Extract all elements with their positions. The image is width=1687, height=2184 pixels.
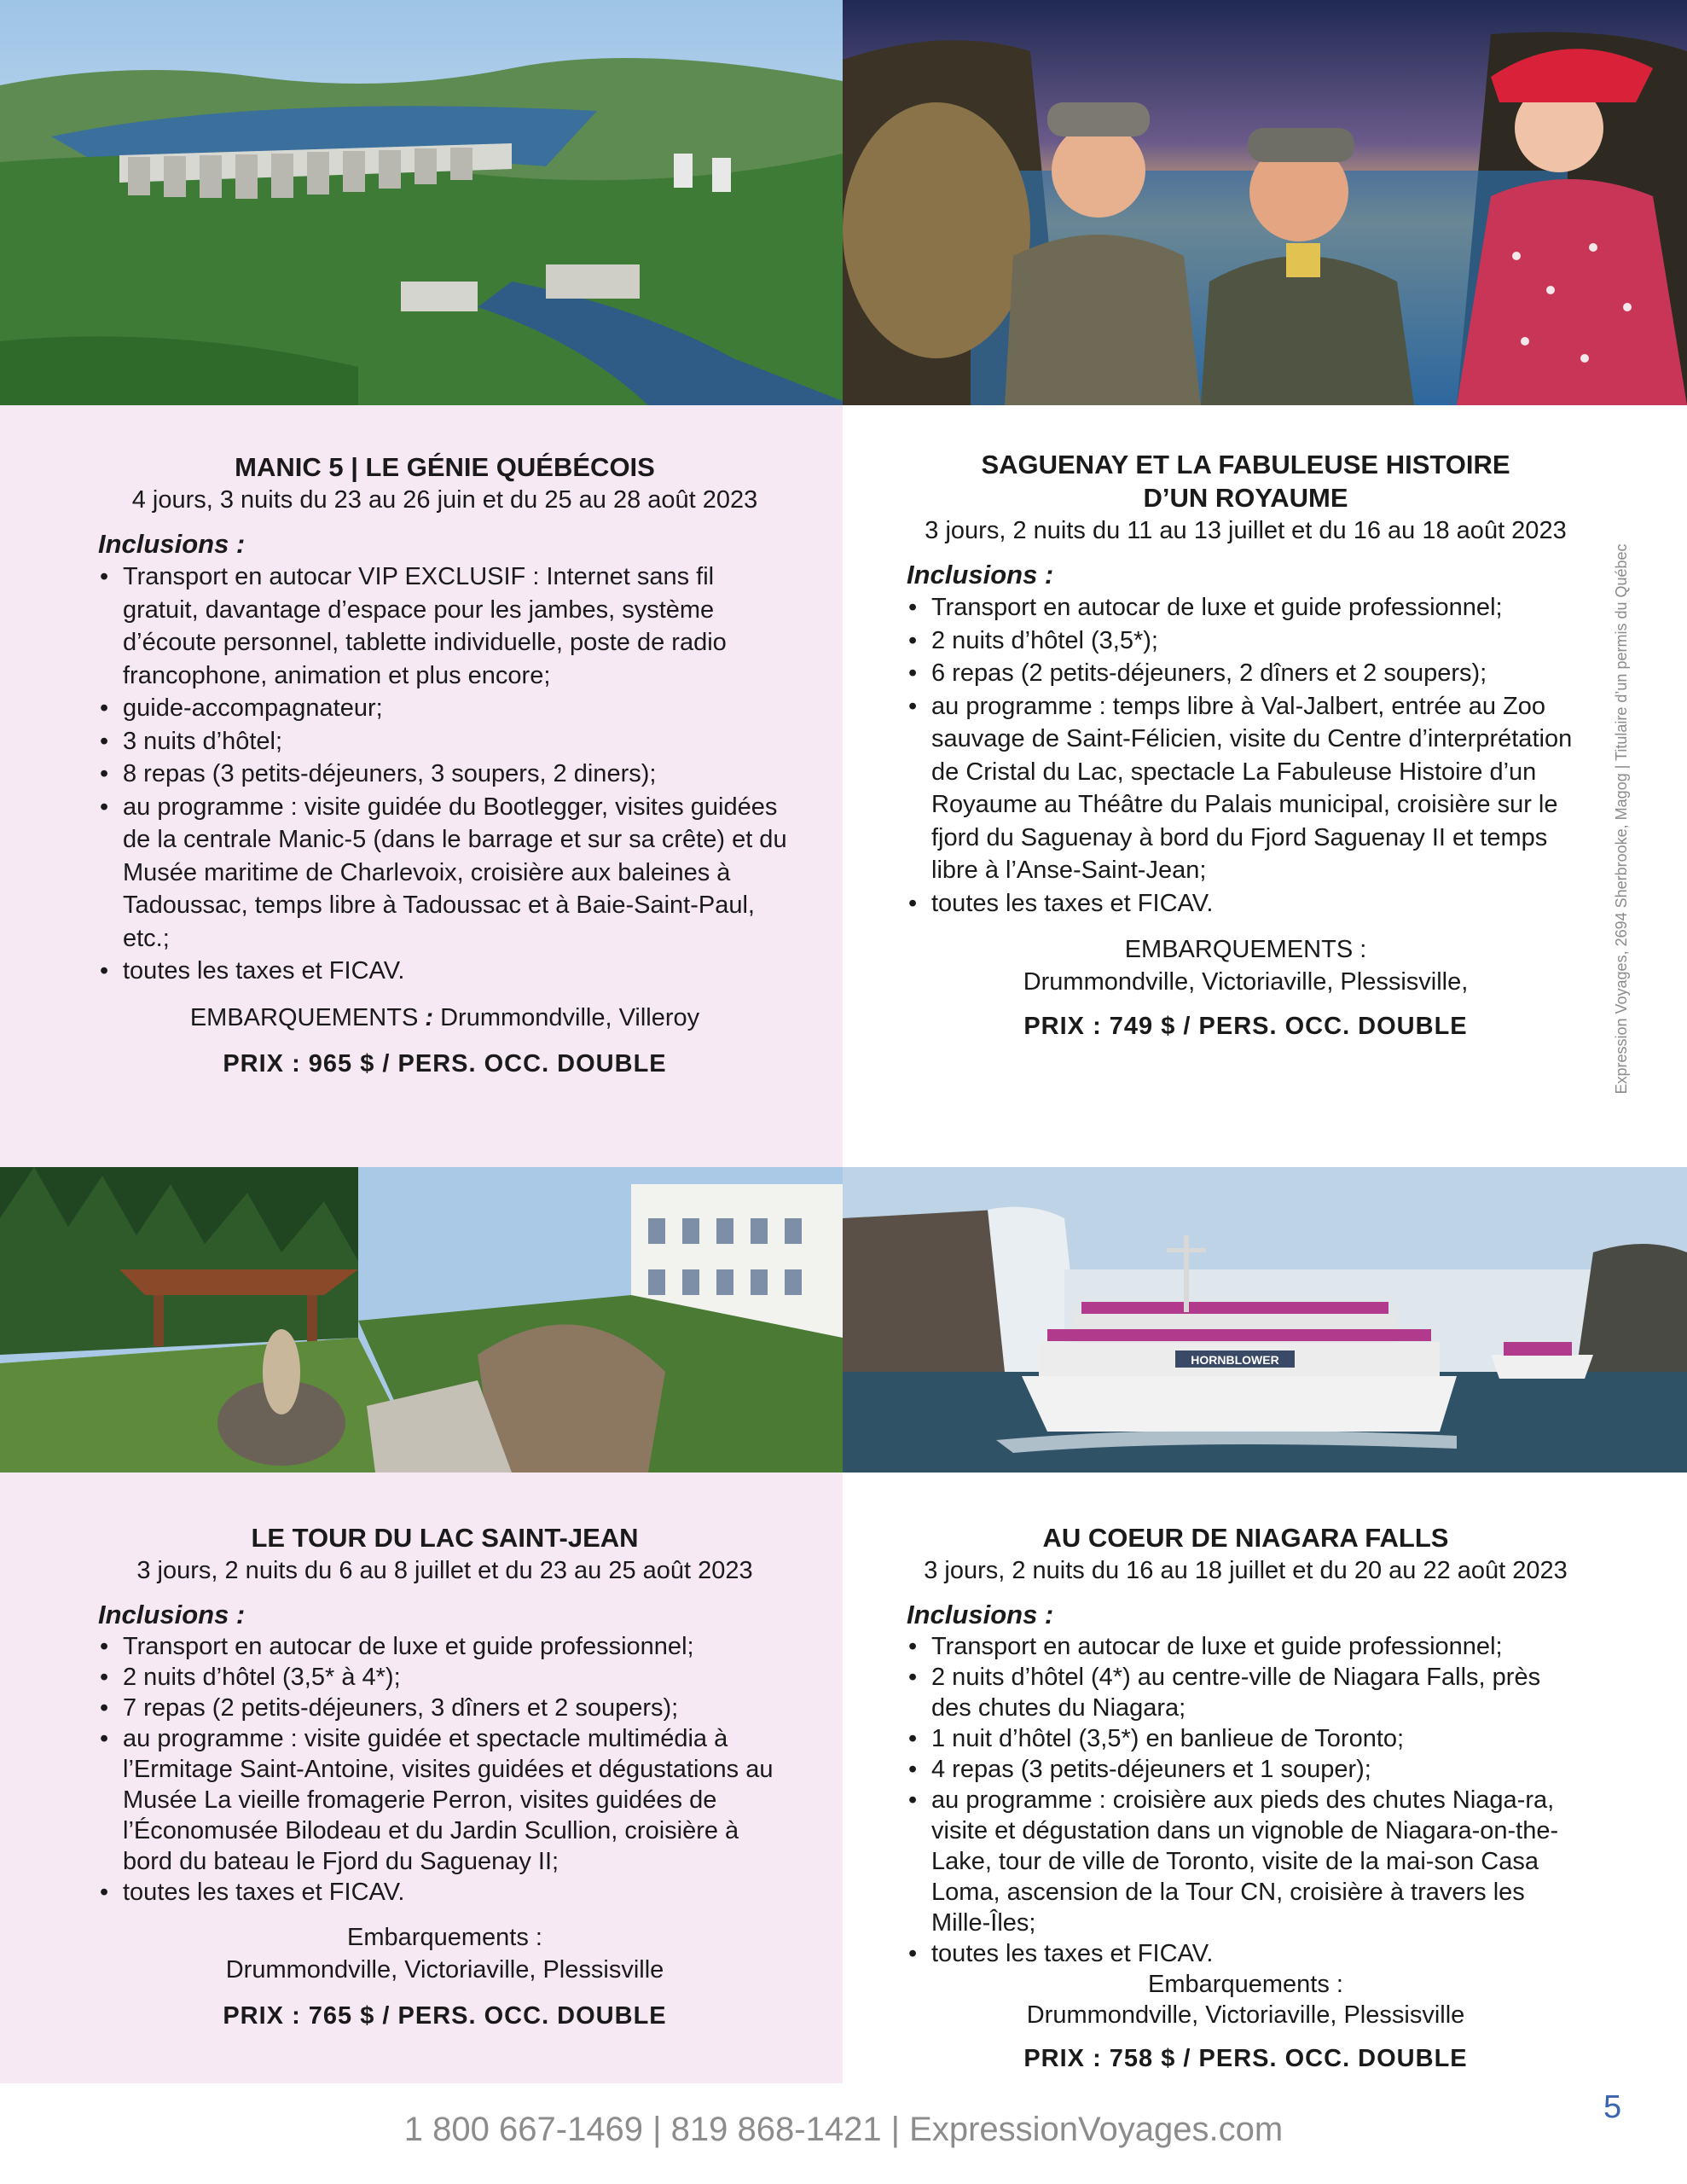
inclusion-item: • 2 nuits d’hôtel (3,5*); (907, 624, 1585, 658)
inclusion-item: • toutes les taxes et FICAV. (907, 1938, 1585, 1969)
inclusions-heading: Inclusions : (907, 560, 1054, 590)
trip-card-lac-saint-jean (0, 1472, 843, 2083)
inclusion-item: • 8 repas (3 petits-déjeuners, 3 soupers, 2 diners); (98, 758, 791, 791)
trip-dates: 3 jours, 2 nuits du 16 au 18 juillet et du 20 au 22 août 2023 (924, 1557, 1568, 1584)
trip-title: AU COEUR DE NIAGARA FALLS (1042, 1523, 1449, 1553)
inclusion-item: • toutes les taxes et FICAV. (98, 1877, 791, 1908)
trip-dates: 3 jours, 2 nuits du 11 au 13 juillet et du 16 au 18 août 2023 (925, 517, 1567, 544)
trip-price: PRIX : 965 $ / PERS. OCC. DOUBLE (223, 1049, 667, 1077)
inclusions-heading: Inclusions : (98, 1600, 246, 1629)
embarquements-cities: Drummondville, Villeroy (440, 1003, 700, 1031)
trip-title: SAGUENAY ET LA FABULEUSE HISTOIRE D’UN ROYAUME (981, 450, 1510, 513)
embarquements-cities: Drummondville, Victoriaville, Plessisville (225, 1956, 664, 1984)
inclusion-item: • guide-accompagnateur; (98, 692, 791, 725)
embarquements-label: EMBARQUEMENTS (189, 1003, 419, 1031)
trip-dates: 4 jours, 3 nuits du 23 au 26 juin et du 25 au 28 août 2023 (131, 486, 758, 514)
trip-price: PRIX : 749 $ / PERS. OCC. DOUBLE (1023, 1013, 1468, 1040)
trip-title: LE TOUR DU LAC SAINT-JEAN (251, 1523, 639, 1553)
inclusion-item: • 7 repas (2 petits-déjeuners, 3 dîners et 2 soupers); (98, 1693, 791, 1723)
trip-card-manic (0, 405, 843, 1167)
inclusion-item: • toutes les taxes et FICAV. (98, 955, 791, 988)
embarquements-cities: Drummondville, Victoriaville, Plessisville, (1023, 968, 1469, 996)
embarquements-separator: : (418, 1003, 441, 1031)
inclusion-item: • 2 nuits d’hôtel (3,5* à 4*); (98, 1662, 791, 1693)
ermitage-saint-antoine-photo (0, 1167, 843, 1472)
trip-price: PRIX : 765 $ / PERS. OCC. DOUBLE (223, 2002, 667, 2030)
inclusion-item: • 4 repas (3 petits-déjeuners et 1 souper); (907, 1754, 1585, 1785)
inclusions-list (98, 561, 791, 988)
inclusion-item: • 2 nuits d’hôtel (4*) au centre-ville de Niagara Falls, près des chutes du Niagara; (907, 1662, 1585, 1723)
embarquements-label: EMBARQUEMENTS : (1124, 936, 1367, 963)
inclusion-item: • toutes les taxes et FICAV. (907, 887, 1585, 921)
niagara-falls-boat-photo (843, 1167, 1687, 1472)
inclusion-item: • 1 nuit d’hôtel (3,5*) en banlieue de Toronto; (907, 1723, 1585, 1754)
agency-permit-text: Expression Voyages, 2694 Sherbrooke, Magog | Titulaire d’un permis du Québec (1613, 543, 1630, 1095)
saguenay-theatre-actors-photo (843, 0, 1687, 405)
trip-title: MANIC 5 | LE GÉNIE QUÉBÉCOIS (235, 452, 655, 482)
footer-contact: 1 800 667-1469 | 819 868-1421 | ExpressionVoyages.com (403, 2111, 1284, 2148)
manic-5-dam-photo (0, 0, 843, 405)
inclusions-list (907, 1631, 1585, 1969)
inclusion-item: • au programme : visite guidée et spectacle multimédia à l’Ermitage Saint-Antoine, visites guidées et dégustations au Musée La vieille fromagerie Perron, visites guidées de l’Économusée Bilodeau et du Jardin Scullion, croisière à bord du bateau le Fjord du Saguenay II; (98, 1723, 791, 1877)
inclusion-item: • Transport en autocar de luxe et guide professionnel; (907, 1631, 1585, 1662)
embarquements-label: Embarquements : (347, 1924, 542, 1951)
trip-card-saguenay (843, 405, 1602, 1167)
inclusion-item: • 6 repas (2 petits-déjeuners, 2 dîners et 2 soupers); (907, 657, 1585, 690)
inclusions-list (907, 591, 1585, 920)
inclusion-item: • 3 nuits d’hôtel; (98, 725, 791, 758)
trip-dates: 3 jours, 2 nuits du 6 au 8 juillet et du 23 au 25 août 2023 (136, 1557, 753, 1584)
trip-price: PRIX : 758 $ / PERS. OCC. DOUBLE (1023, 2045, 1468, 2072)
embarquements-label: Embarquements : (1148, 1971, 1343, 1998)
boat-name: HORNBLOWER (1191, 1353, 1279, 1367)
inclusions-list (98, 1631, 791, 1908)
inclusion-item: • Transport en autocar de luxe et guide professionnel; (907, 591, 1585, 624)
inclusion-item: • Transport en autocar VIP EXCLUSIF : Internet sans fil gratuit, davantage d’espace pour les jambes, système d’écoute personnel, tablette individuelle, poste de radio francophone, animation et plus encore; (98, 561, 791, 692)
embarquements (98, 1002, 791, 1034)
inclusion-item: • Transport en autocar de luxe et guide professionnel; (98, 1631, 791, 1662)
trip-card-niagara (843, 1472, 1602, 2083)
inclusion-item: • au programme : visite guidée du Bootlegger, visites guidées de la centrale Manic-5 (dans le barrage et sur sa crête) et du Musée maritime de Charlevoix, croisière aux baleines à Tadoussac, temps libre à Tadoussac et à Baie-Saint-Paul, etc.; (98, 791, 791, 956)
inclusion-item: • au programme : croisière aux pieds des chutes Niaga-ra, visite et dégustation dans un vignoble de Niagara-on-the-Lake, tour de ville de Toronto, visite de la mai-son Casa Loma, ascension de la Tour CN, croisière à travers les Mille-Îles; (907, 1785, 1585, 1938)
inclusions-heading: Inclusions : (98, 529, 246, 559)
inclusions-heading: Inclusions : (907, 1600, 1054, 1629)
embarquements-cities: Drummondville, Victoriaville, Plessisville (1026, 2001, 1465, 2029)
inclusion-item: • au programme : temps libre à Val-Jalbert, entrée au Zoo sauvage de Saint-Félicien, visite du Centre d’interprétation de Cristal du Lac, spectacle La Fabuleuse Histoire d’un Royaume au Théâtre du Palais municipal, croisière sur le fjord du Saguenay à bord du Fjord Saguenay II et temps libre à l’Anse-Saint-Jean; (907, 690, 1585, 887)
page-number: 5 (1603, 2089, 1622, 2125)
